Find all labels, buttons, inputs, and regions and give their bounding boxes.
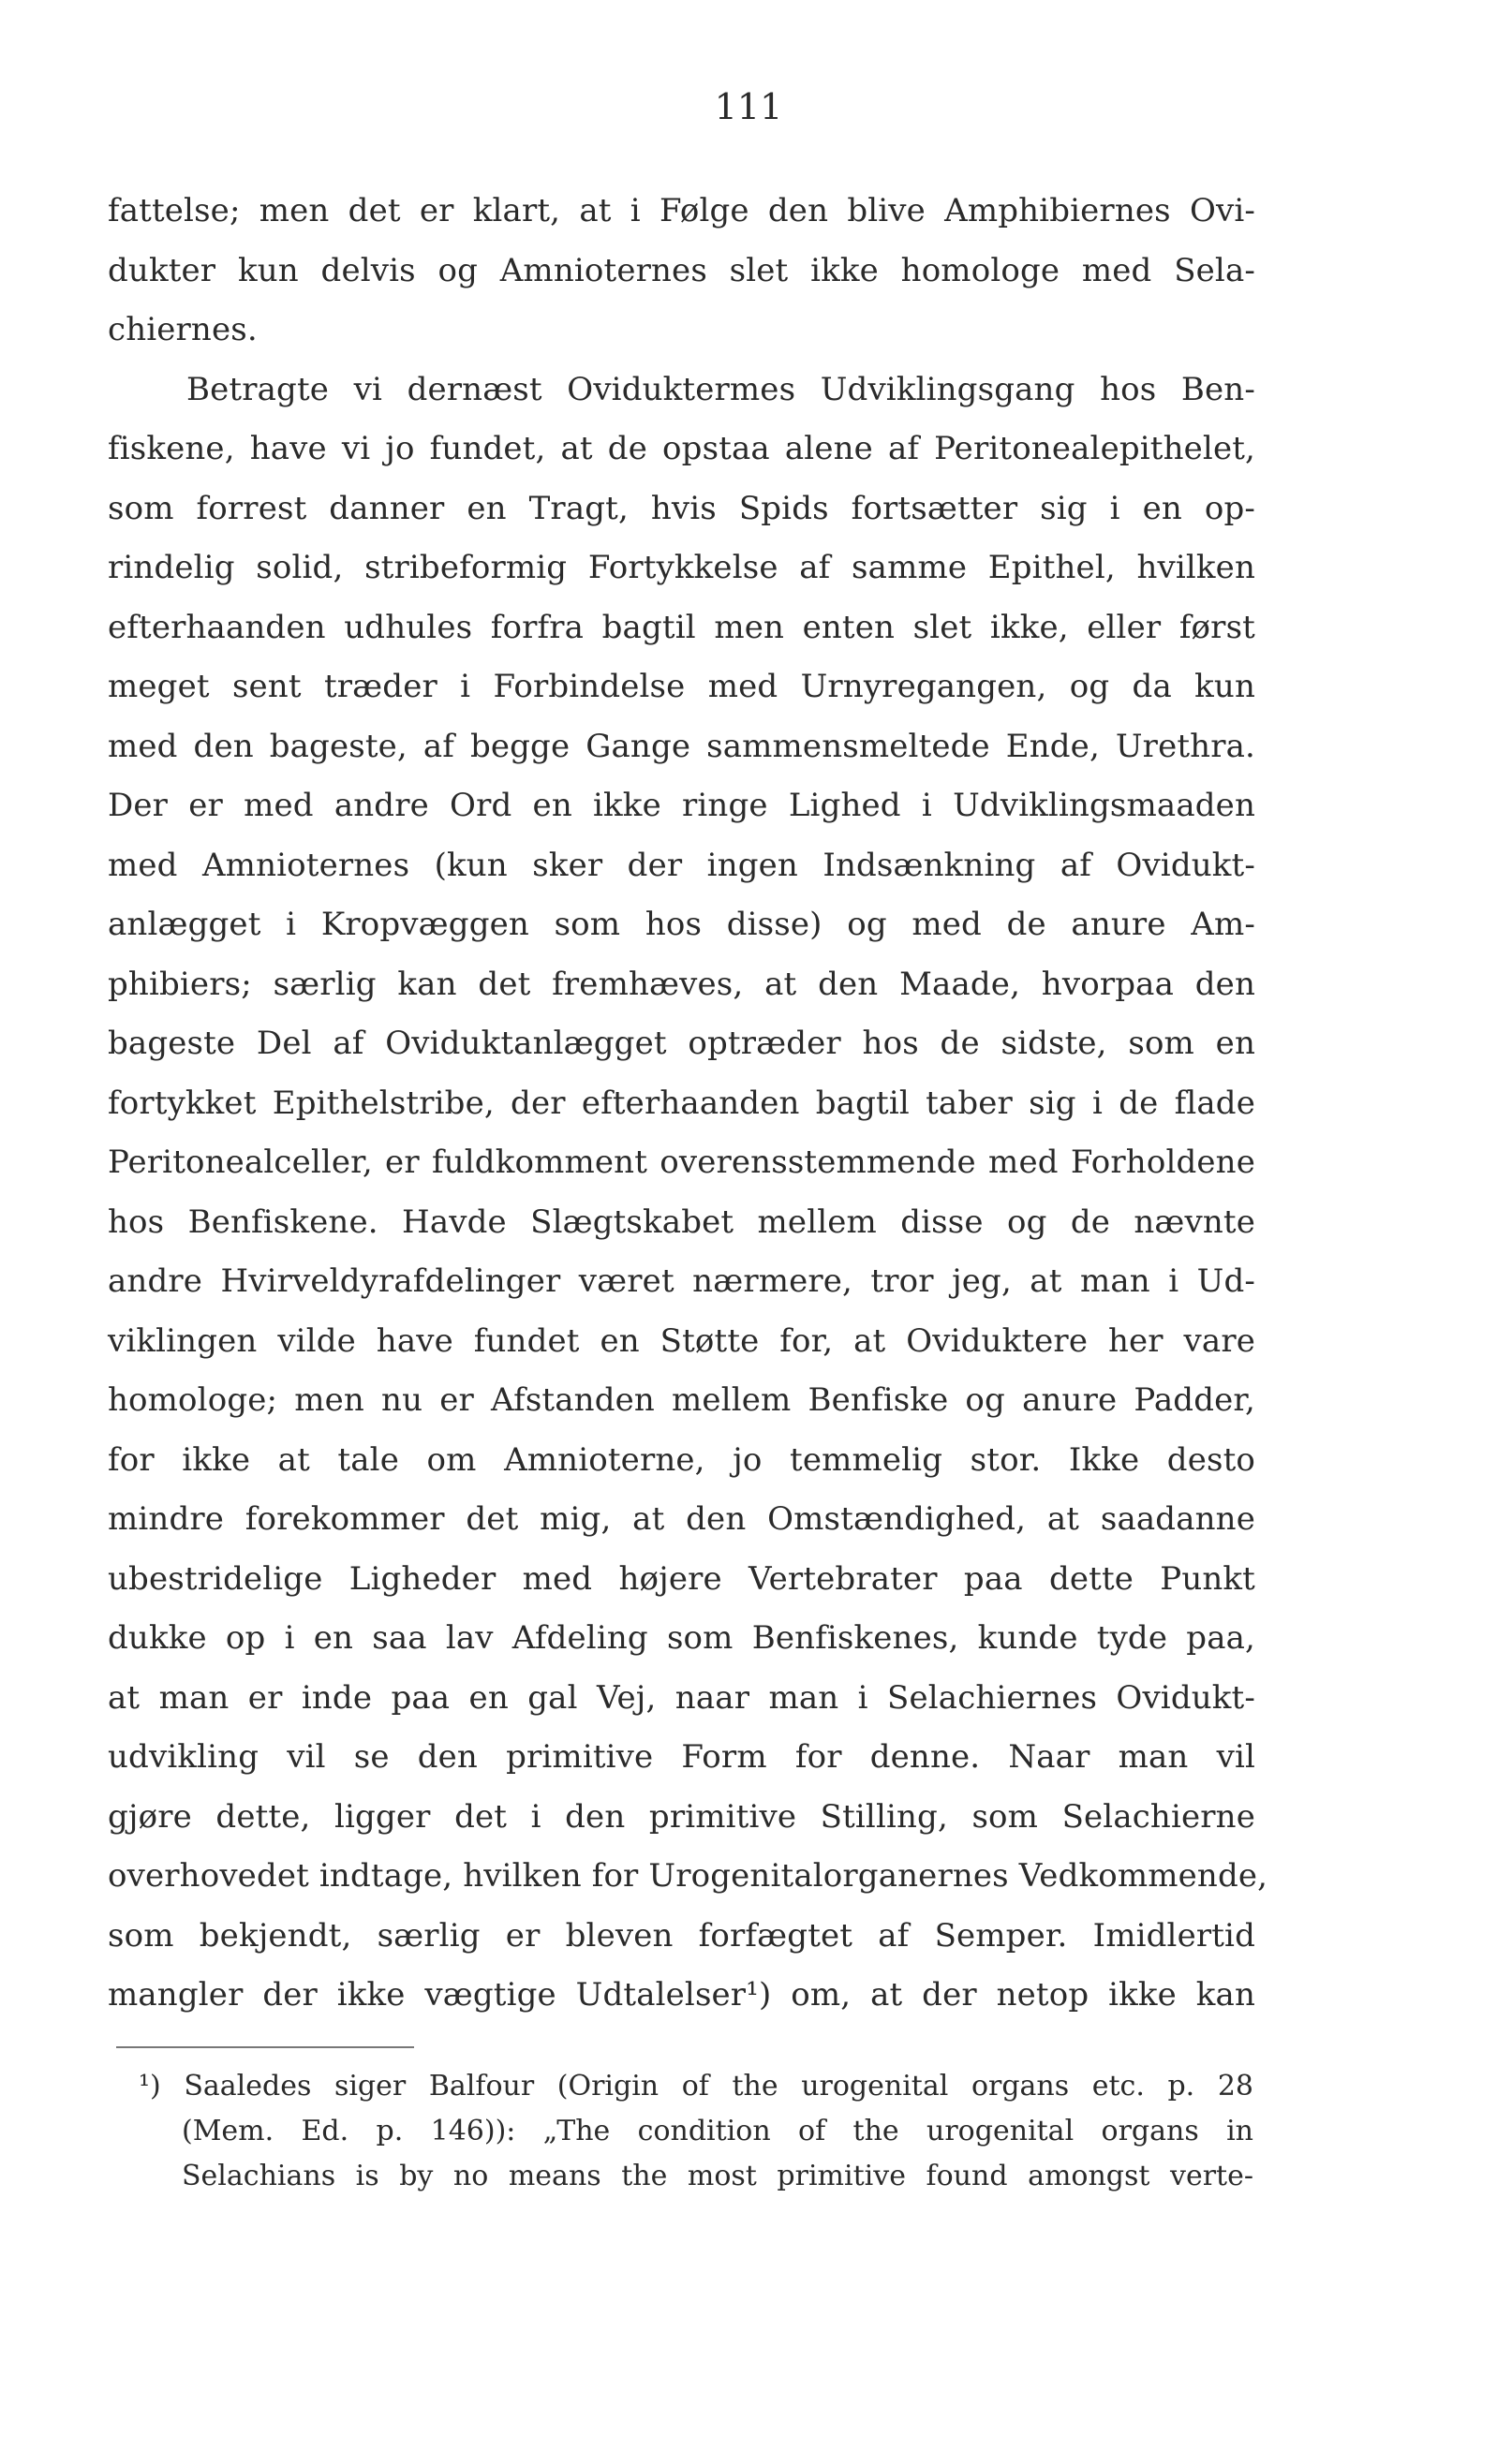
text-line: efterhaanden udhules forfra bagtil men enten slet ikke, eller først [108,608,1255,646]
text-line: fattelse; men det er klart, at i Følge den blive Amphibiernes Ovi- [108,192,1255,229]
text-line: viklingen vilde have fundet en Støtte for, at Oviduktere her vare [108,1321,1255,1360]
text-line: ubestridelige Ligheder med højere Vertebrater paa dette Punkt [108,1559,1255,1598]
footnote-line: (Mem. Ed. p. 146)): „The condition of the urogenital organs in [182,2115,1253,2147]
text-line: fortykket Epithelstribe, der efterhaanden bagtil taber sig i de flade [108,1084,1255,1122]
text-line: gjøre dette, ligger det i den primitive Stilling, som Selachierne [108,1797,1255,1836]
text-line: Peritonealceller, er fuldkomment overensstemmende med Forholdene [108,1143,1255,1181]
paragraph-start-line: Betragte vi dernæst Oviduktermes Udviklingsgang hos Ben- [186,370,1255,408]
text-line: dukter kun delvis og Amnioternes slet ikke homologe med Sela- [108,251,1255,289]
footnote-divider [116,2046,414,2048]
footnote-line: ¹) Saaledes siger Balfour (Origin of the urogenital organs etc. p. 28 [139,2070,1253,2103]
text-line: dukke op i en saa lav Afdeling som Benfiskenes, kunde tyde paa, [108,1619,1255,1657]
text-line: phibiers; særlig kan det fremhæves, at den Maade, hvorpaa den [108,965,1255,1003]
text-line: hos Benfiskene. Havde Slægtskabet mellem disse og de nævnte [108,1202,1255,1241]
text-line: bageste Del af Oviduktanlægget optræder hos de sidste, som en [108,1025,1255,1062]
text-line: rindelig solid, stribeformig Fortykkelse af samme Epithel, hvilken [108,549,1255,586]
text-line: chiernes. [108,311,258,348]
text-line: med Amnioternes (kun sker der ingen Indsænkning af Ovidukt- [108,846,1255,884]
text-line: overhovedet indtage, hvilken for Urogenitalorganernes Vedkommende, [108,1857,1268,1895]
body-text [108,182,1268,2026]
footnote-line: Selachians is by no means the most primitive found amongst verte- [182,2160,1253,2192]
text-line: udvikling vil se den primitive Form for denne. Naar man vil [108,1738,1255,1776]
page-number: 111 [714,86,783,127]
text-line: andre Hvirveldyrafdelinger været nærmere, tror jeg, at man i Ud- [108,1262,1255,1300]
text-line: Der er med andre Ord en ikke ringe Lighed i Udviklingsmaaden [108,787,1255,824]
text-line: meget sent træder i Forbindelse med Urnyregangen, og da kun [108,668,1255,705]
text-line: at man er inde paa en gal Vej, naar man i Selachiernes Ovidukt- [108,1678,1255,1717]
text-line: mindre forekommer det mig, at den Omstændighed, at saadanne [108,1500,1255,1538]
text-line: anlægget i Kropvæggen som hos disse) og med de anure Am- [108,906,1255,943]
text-line: homologe; men nu er Afstanden mellem Benfiske og anure Padder, [108,1381,1255,1419]
text-line: for ikke at tale om Amnioterne, jo temmelig stor. Ikke desto [108,1440,1255,1479]
text-line: som forrest danner en Tragt, hvis Spids fortsætter sig i en op- [108,489,1255,527]
text-line: mangler der ikke vægtige Udtalelser¹) om, at der netop ikke kan [108,1976,1255,2014]
footnotes [139,2064,1253,2199]
text-line: med den bageste, af begge Gange sammensmeltede Ende, Urethra. [108,727,1255,765]
text-line: fiskene, have vi jo fundet, at de opstaa alene af Peritonealepithelet, [108,430,1255,467]
text-line: som bekjendt, særlig er bleven forfægtet af Semper. Imidlertid [108,1916,1255,1955]
